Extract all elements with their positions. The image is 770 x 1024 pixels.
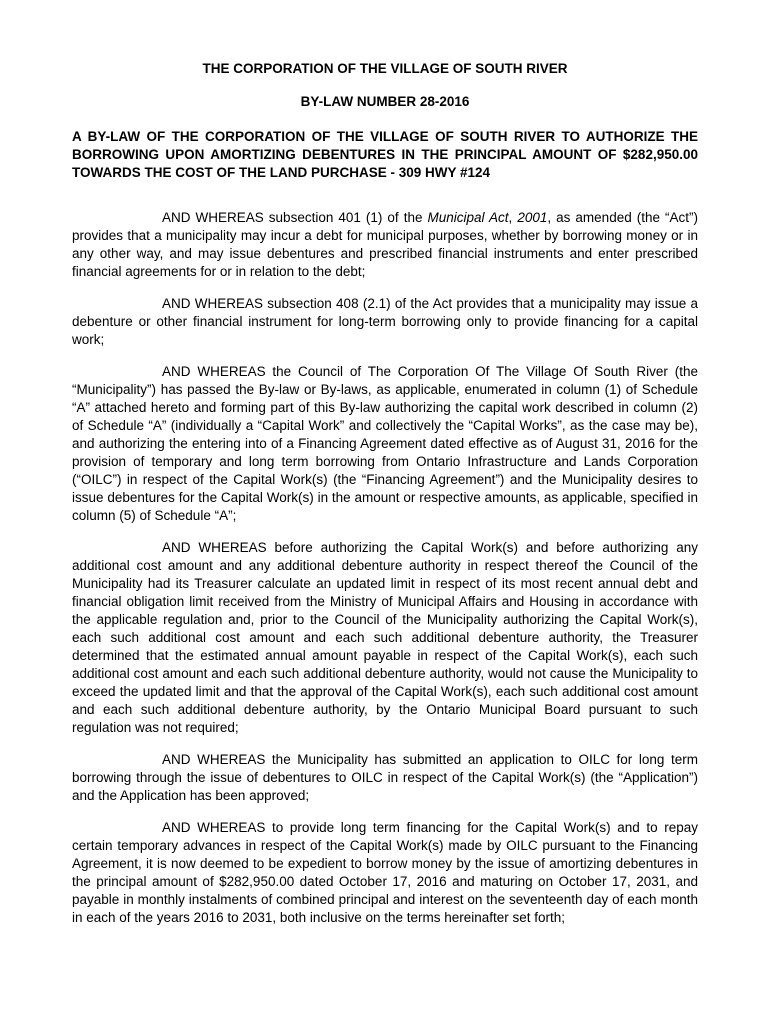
p1-comma: ,	[508, 210, 518, 225]
bylaw-number: BY-LAW NUMBER 28-2016	[300, 94, 470, 109]
corporation-heading: THE CORPORATION OF THE VILLAGE OF SOUTH RIVER	[202, 61, 568, 76]
paragraph-subsection-408: AND WHEREAS subsection 408 (2.1) of the Act provides that a municipality may issue a debenture or other financial instrument for long-term borrowing only to provide financing for a capital work;	[72, 296, 698, 347]
p1-text-a: AND WHEREAS subsection 401 (1) of the	[162, 210, 428, 225]
act-name: Municipal Act	[427, 210, 509, 225]
paragraph-subsection-401	[72, 209, 698, 281]
bylaw-title: A BY-LAW OF THE CORPORATION OF THE VILLAGE OF SOUTH RIVER TO AUTHORIZE THE BORROWING UPON AMORTIZING DEBENTURES IN THE PRINCIPAL AMOUNT OF $282,950.00 TOWARDS THE COST OF THE LAND PURCHASE - 309 HWY #124	[72, 129, 698, 180]
paragraph-long-term-financing: AND WHEREAS to provide long term financing for the Capital Work(s) and to repay certain temporary advances in respect of the Capital Work(s) made by OILC pursuant to the Financing Agreement, it is now deemed to be expedient to borrow money by the issue of amortizing debentures in the principal amount of $282,950.00 dated October 17, 2016 and maturing on October 17, 2031, and payable in monthly instalments of combined principal and interest on the seventeenth day of each month in each of the years 2016 to 2031, both inclusive on the terms hereinafter set forth;	[72, 820, 698, 925]
p1-text-b: , as amended (the “Act”) provides that a municipality may incur a debt for municipal purposes, whether by borrowing money or in any other way, and may issue debentures and prescribed financial instruments and enter prescribed financial agreements for or in relation to the debt;	[72, 210, 699, 279]
paragraph-council-bylaws: AND WHEREAS the Council of The Corporation Of The Village Of South River (the “Municipality”) has passed the By-law or By-laws, as applicable, enumerated in column (1) of Schedule “A” attached hereto and forming part of this By-law authorizing the capital work described in column (2) of Schedule “A” (individually a “Capital Work” and collectively the “Capital Works”, as the case may be), and authorizing the entering into of a Financing Agreement dated effective as of August 31, 2016 for the provision of temporary and long term borrowing from Ontario Infrastructure and Lands Corporation (“OILC”) in respect of the Capital Work(s) (the “Financing Agreement”) and the Municipality desires to issue debentures for the Capital Work(s) in the amount or respective amounts, as applicable, specified in column (5) of Schedule “A”;	[72, 364, 698, 523]
paragraph-treasurer-limit: AND WHEREAS before authorizing the Capital Work(s) and before authorizing any additional cost amount and any additional debenture authority in respect thereof the Council of the Municipality had its Treasurer calculate an updated limit in respect of its most recent annual debt and financial obligation limit received from the Ministry of Municipal Affairs and Housing in accordance with the applicable regulation and, prior to the Council of the Municipality authorizing the Capital Work(s), each such additional cost amount and each such additional debenture authority, the Treasurer determined that the estimated annual amount payable in respect of the Capital Work(s), each such additional cost amount and each such additional debenture authority, would not cause the Municipality to exceed the updated limit and that the approval of the Capital Work(s), each such additional cost amount and each such additional debenture authority, by the Ontario Municipal Board pursuant to such regulation was not required;	[72, 540, 698, 735]
paragraph-application: AND WHEREAS the Municipality has submitted an application to OILC for long term borrowing through the issue of debentures to OILC in respect of the Capital Work(s) (the “Application”) and the Application has been approved;	[72, 752, 698, 803]
act-year: 2001	[517, 210, 548, 225]
